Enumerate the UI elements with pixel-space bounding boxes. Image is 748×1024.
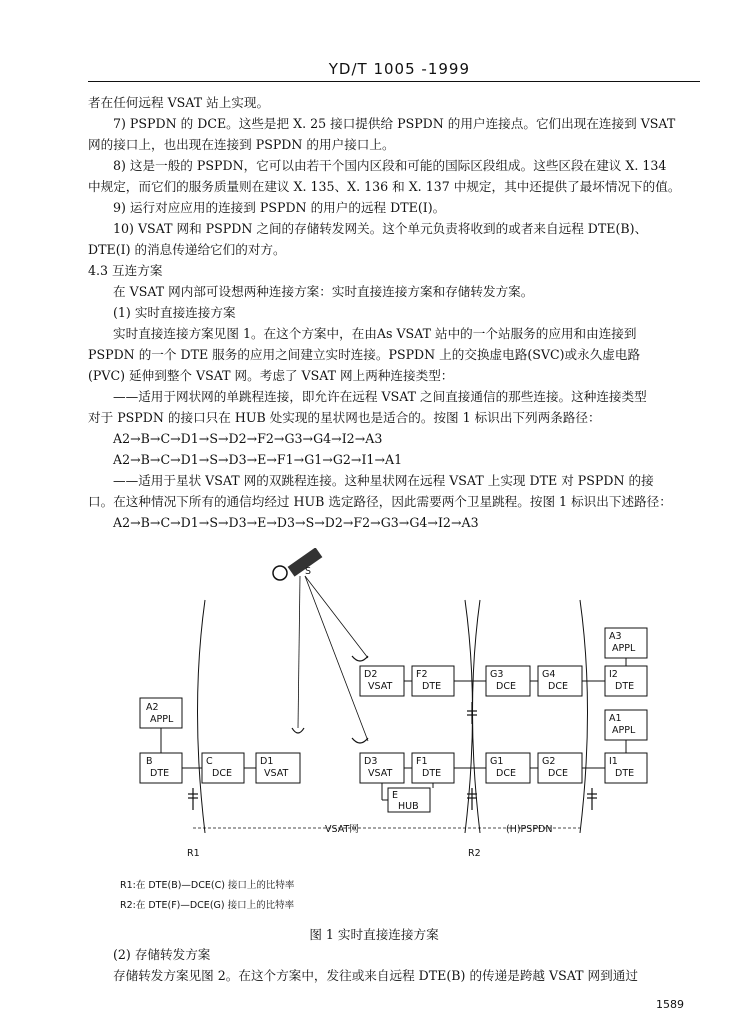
svg-text:E: E [392, 790, 399, 801]
text-line: 10) VSAT 网和 PSPDN 之间的存储转发网关。这个单元负责将收到的或者来自远程 DTE(B)、 [113, 221, 648, 236]
svg-text:HUB: HUB [398, 801, 419, 812]
box-i2-dte [605, 666, 647, 696]
svg-text:DCE: DCE [548, 768, 568, 779]
text-line: 在 VSAT 网内部可设想两种连接方案：实时直接连接方案和存储转发方案。 [113, 284, 534, 299]
text-line: PSPDN 的一个 DTE 服务的应用之间建立实时连接。PSPDN 上的交换虚电路(SVC)或永久虚电路 [88, 347, 641, 362]
svg-text:DTE: DTE [422, 681, 442, 692]
box-d1-vsat [256, 753, 300, 783]
beam-d2 [305, 576, 368, 658]
note-r2: R2:在 DTE(F)—DCE(G) 接口上的比特率 [120, 900, 295, 911]
svg-text:F2: F2 [416, 669, 428, 680]
box-a3-appl [605, 628, 647, 658]
page-header [88, 60, 700, 80]
label-r2: R2 [468, 848, 481, 859]
beam-d3 [305, 576, 368, 741]
text-line: 9) 运行对应应用的连接到 PSPDN 的用户的远程 DTE(I)。 [113, 200, 446, 215]
box-b-dte [140, 753, 182, 783]
text-line: 中规定，而它们的服务质量则在建议 X. 135、X. 136 和 X. 137 中规定，其中还提供了最坏情况下的值。 [88, 179, 681, 194]
svg-text:C: C [206, 756, 213, 767]
text-line: (PVC) 延伸到整个 VSAT 网。考虑了 VSAT 网上两种连接类型： [88, 368, 454, 383]
svg-text:DCE: DCE [496, 681, 516, 692]
svg-text:DTE: DTE [422, 768, 442, 779]
svg-text:G1: G1 [490, 756, 504, 767]
svg-text:VSAT: VSAT [368, 768, 393, 779]
box-a1-appl [605, 710, 647, 740]
subsection-heading: (2) 存储转发方案 [113, 947, 211, 962]
antenna-d3 [352, 738, 368, 743]
satellite-label: S [305, 566, 312, 577]
label-vsat-network: VSAT网 [325, 824, 359, 835]
text-line: ——适用于星状 VSAT 网的双跳程连接。这种星状网在远程 VSAT 上实现 DTE 对 PSPDN 的接 [113, 473, 654, 488]
svg-text:A2: A2 [146, 702, 159, 713]
page-number: 1589 [656, 998, 684, 1011]
svg-text:G3: G3 [490, 669, 504, 680]
box-g1-dce [486, 753, 530, 783]
text-line: ——适用于网状网的单跳程连接，即允许在远程 VSAT 之间直接通信的那些连接。这种连接类型 [113, 389, 647, 404]
svg-text:A3: A3 [609, 631, 622, 642]
svg-text:APPL: APPL [612, 725, 636, 736]
box-a2-appl [140, 698, 182, 728]
text-line: 8) 这是一般的 PSPDN，它可以由若干个国内区段和可能的国际区段组成。这些区段在建议 X. 134 [113, 158, 667, 173]
svg-text:VSAT: VSAT [368, 681, 393, 692]
vsat-left-boundary [198, 600, 206, 833]
text-line: 对于 PSPDN 的接口只在 HUB 处实现的星状网也是适合的。按图 1 标识出下列两条路径： [88, 410, 601, 425]
svg-text:VSAT: VSAT [264, 768, 289, 779]
subsection-heading: (1) 实时直接连接方案 [113, 305, 236, 320]
box-i1-dte [605, 753, 647, 783]
satellite-icon [273, 548, 322, 580]
antenna-d1 [292, 728, 304, 733]
path-line: A2→B→C→D1→S→D3→E→F1→G1→G2→I1→A1 [113, 452, 403, 467]
svg-text:DTE: DTE [615, 681, 635, 692]
svg-text:G2: G2 [542, 756, 556, 767]
svg-text:D3: D3 [364, 756, 378, 767]
text-line: 存储转发方案见图 2。在这个方案中，发往或来自远程 DTE(B) 的传递是跨越 VSAT 网到通过 [113, 968, 638, 983]
svg-text:I1: I1 [609, 756, 618, 767]
body-text [88, 92, 700, 533]
path-line: A2→B→C→D1→S→D2→F2→G3→G4→I2→A3 [113, 431, 383, 446]
section-heading: 4.3 互连方案 [88, 263, 163, 278]
pspdn-right-boundary [580, 600, 588, 833]
standard-number: YD/T 1005 -1999 [328, 60, 470, 78]
text-line: 者在任何远程 VSAT 站上实现。 [88, 95, 270, 110]
text-line: 7) PSPDN 的 DCE。这些是把 X. 25 接口提供给 PSPDN 的用户连接点。它们出现在连接到 VSAT [113, 116, 676, 131]
box-d2-vsat [360, 666, 404, 696]
body-text-continued [88, 944, 700, 986]
svg-text:D1: D1 [260, 756, 274, 767]
svg-text:D2: D2 [364, 669, 378, 680]
network-diagram [120, 548, 680, 918]
svg-text:F1: F1 [416, 756, 428, 767]
svg-text:APPL: APPL [150, 714, 174, 725]
svg-text:B: B [146, 756, 153, 767]
label-r1: R1 [187, 848, 200, 859]
beam-d1 [298, 576, 300, 728]
svg-text:G4: G4 [542, 669, 556, 680]
box-g3-dce [486, 666, 530, 696]
svg-text:DTE: DTE [615, 768, 635, 779]
svg-text:DCE: DCE [496, 768, 516, 779]
box-g2-dce [538, 753, 582, 783]
path-line: A2→B→C→D1→S→D3→E→D3→S→D2→F2→G3→G4→I2→A3 [113, 515, 479, 530]
header-rule [88, 81, 700, 82]
figure-caption: 图 1 实时直接连接方案 [309, 927, 439, 942]
box-e-hub [388, 788, 430, 812]
text-line: 口。在这种情况下所有的通信均经过 HUB 选定路径，因此需要两个卫星跳程。按图 1 标识出下述路径： [88, 494, 672, 509]
box-g4-dce [538, 666, 582, 696]
svg-text:A1: A1 [609, 713, 622, 724]
note-r1: R1:在 DTE(B)—DCE(C) 接口上的比特率 [120, 880, 295, 891]
svg-text:DCE: DCE [212, 768, 232, 779]
svg-text:DTE: DTE [150, 768, 170, 779]
box-d3-vsat [360, 753, 404, 783]
antenna-d2 [352, 656, 368, 661]
figure-1-diagram [120, 548, 680, 918]
text-line: 实时直接连接方案见图 1。在这个方案中，在由As VSAT 站中的一个站服务的应用和由连接到 [113, 326, 637, 341]
svg-text:APPL: APPL [612, 643, 636, 654]
text-line: DTE(I) 的消息传递给它们的对方。 [88, 242, 286, 257]
box-c-dce [202, 753, 244, 783]
svg-text:I2: I2 [609, 669, 618, 680]
svg-text:DCE: DCE [548, 681, 568, 692]
text-line: 网的接口上，也出现在连接到 PSPDN 的用户接口上。 [88, 137, 395, 152]
box-f1-dte [412, 753, 454, 783]
label-pspdn: (H)PSPDN [506, 824, 553, 835]
box-f2-dte [412, 666, 454, 696]
